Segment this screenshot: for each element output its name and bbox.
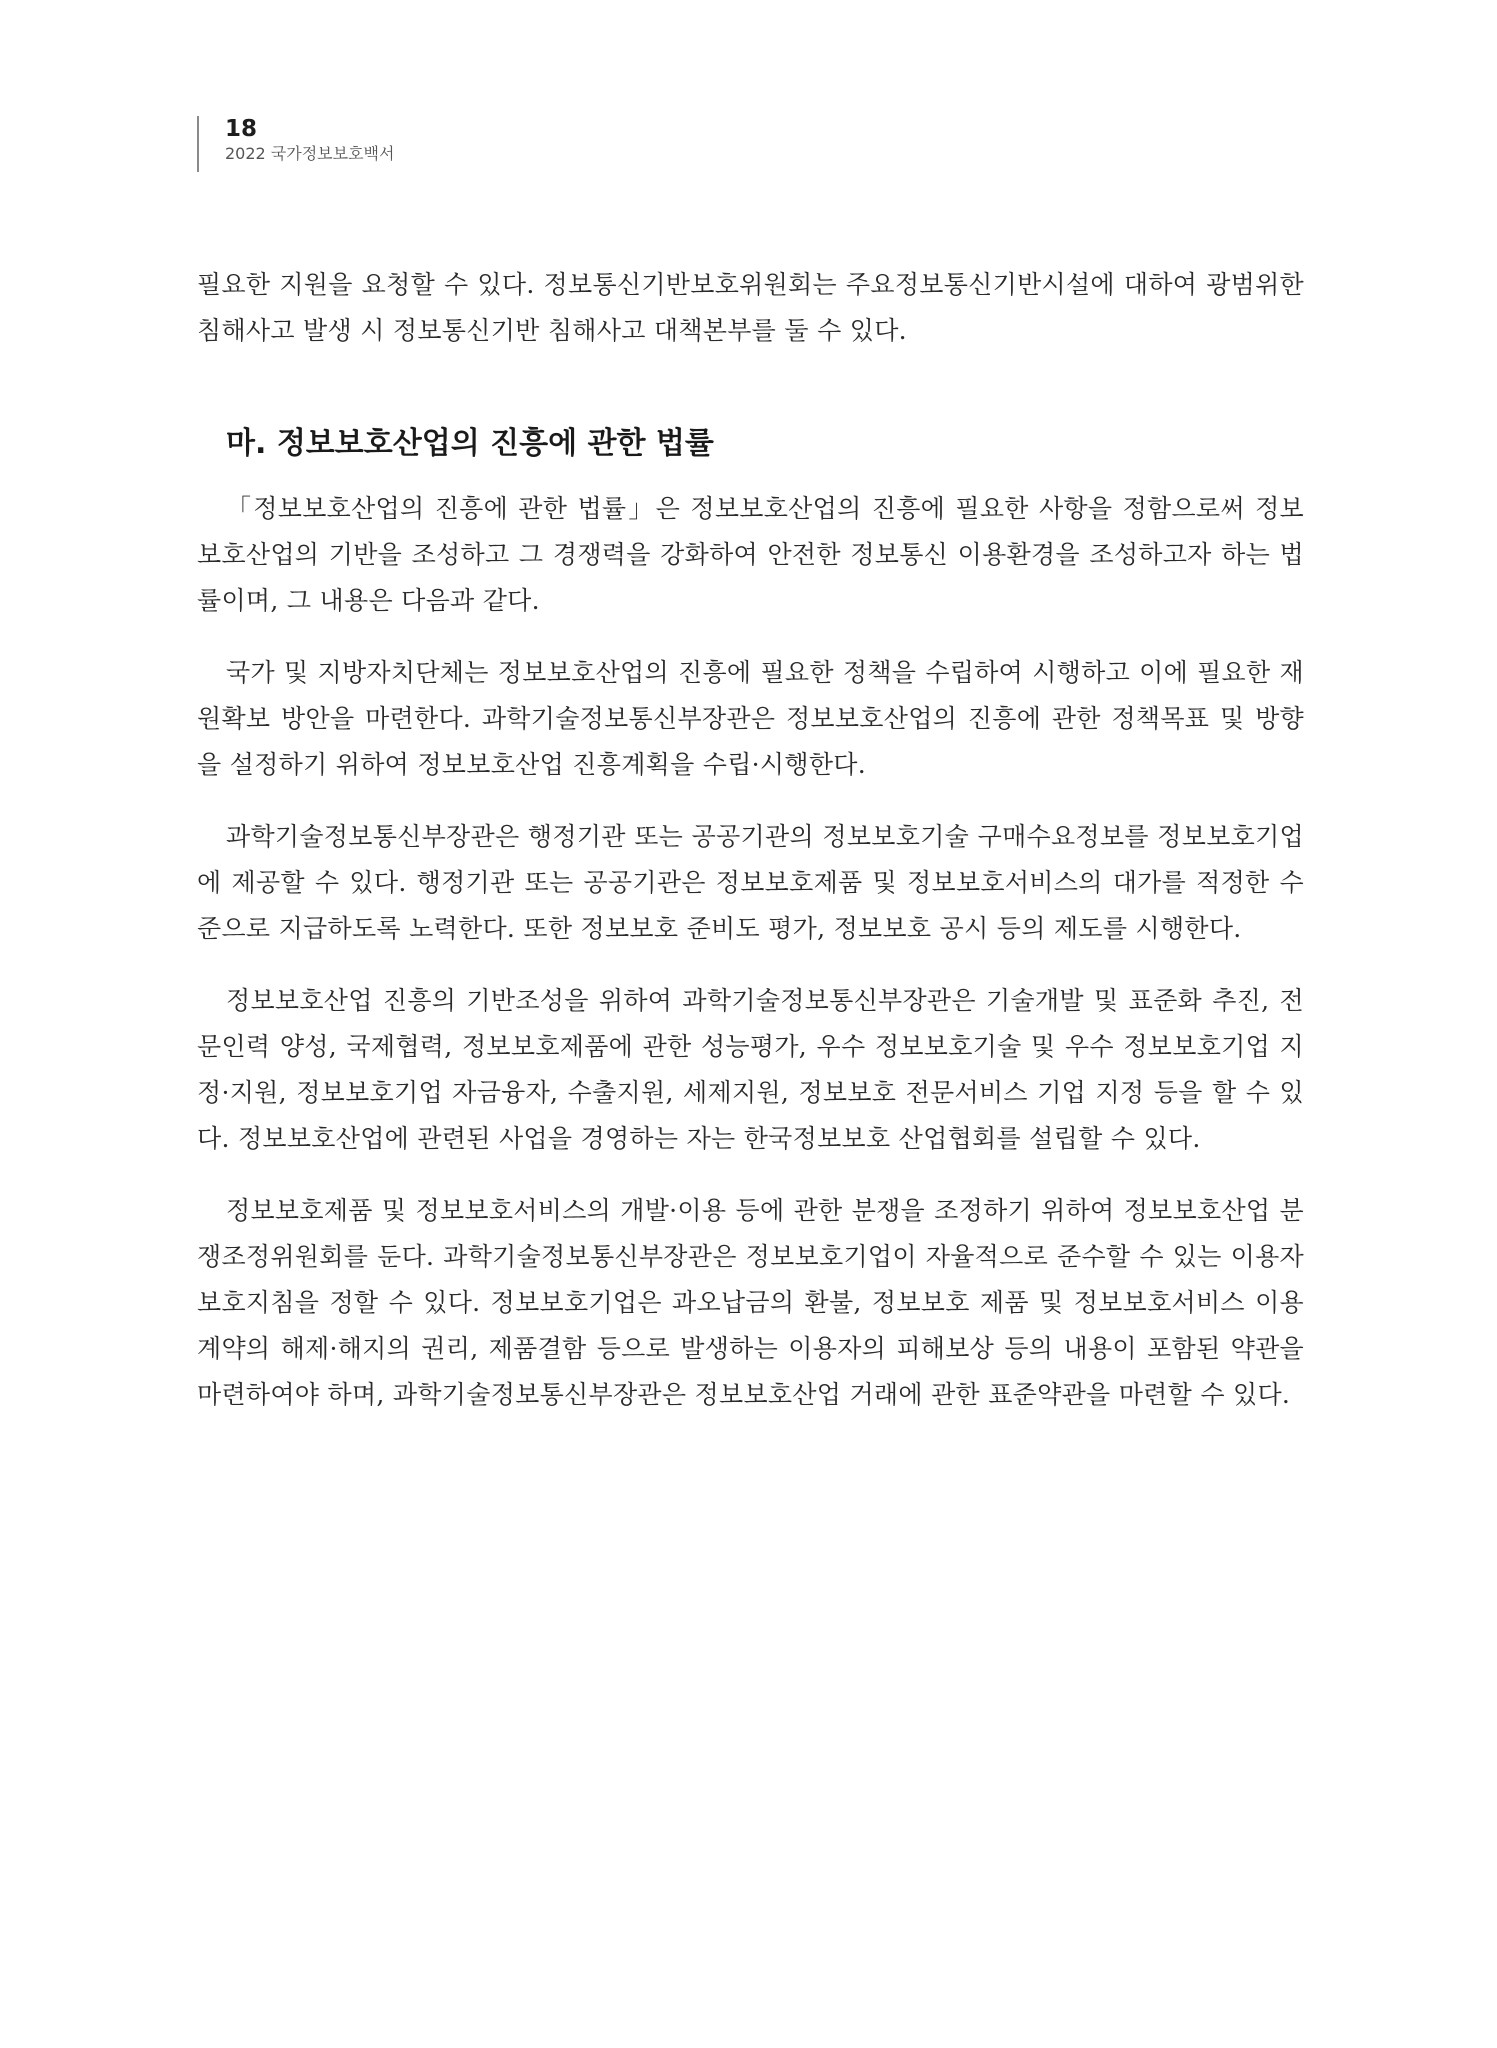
intro-paragraph: 필요한 지원을 요청할 수 있다. 정보통신기반보호위원회는 주요정보통신기반시설에 대하여 광범위한 침해사고 발생 시 정보통신기반 침해사고 대책본부를 둘 수 있다. [197, 270, 1304, 345]
page-number: 18 [225, 116, 258, 142]
body-paragraph: 과학기술정보통신부장관은 행정기관 또는 공공기관의 정보보호기술 구매수요정보를 정보보호기업에 제공할 수 있다. 행정기관 또는 공공기관은 정보보호제품 및 정보보호서비스의 대가를 적정한 수준으로 지급하도록 노력한다. 또한 정보보호 준비도 평가, 정보보호 공시 등의 제도를 시행한다. [197, 822, 1304, 943]
body-paragraph: 「정보보호산업의 진흥에 관한 법률」은 정보보호산업의 진흥에 필요한 사항을 정함으로써 정보보호산업의 기반을 조성하고 그 경쟁력을 강화하여 안전한 정보통신 이용환경을 조성하고자 하는 법률이며, 그 내용은 다음과 같다. [197, 494, 1304, 615]
book-title: 2022 국가정보보호백서 [225, 144, 395, 163]
section-heading: 마. 정보보호산업의 진흥에 관한 법률 [226, 426, 714, 461]
body-paragraph: 정보보호제품 및 정보보호서비스의 개발·이용 등에 관한 분쟁을 조정하기 위하여 정보보호산업 분쟁조정위원회를 둔다. 과학기술정보통신부장관은 정보보호기업이 자율적으로 준수할 수 있는 이용자보호지침을 정할 수 있다. 정보보호기업은 과오납금의 환불, 정보보호 제품 및 정보보호서비스 이용계약의 해제·해지의 권리, 제품결함 등으로 발생하는 이용자의 피해보상 등의 내용이 포함된 약관을 마련하여야 하며, 과학기술정보통신부장관은 정보보호산업 거래에 관한 표준약관을 마련할 수 있다. [197, 1196, 1304, 1409]
running-header [197, 116, 394, 172]
body-paragraph: 정보보호산업 진흥의 기반조성을 위하여 과학기술정보통신부장관은 기술개발 및 표준화 추진, 전문인력 양성, 국제협력, 정보보호제품에 관한 성능평가, 우수 정보보호기술 및 우수 정보보호기업 지정·지원, 정보보호기업 자금융자, 수출지원, 세제지원, 정보보호 전문서비스 기업 지정 등을 할 수 있다. 정보보호산업에 관련된 사업을 경영하는 자는 한국정보보호 산업협회를 설립할 수 있다. [197, 986, 1304, 1153]
body-paragraph: 국가 및 지방자치단체는 정보보호산업의 진흥에 필요한 정책을 수립하여 시행하고 이에 필요한 재원확보 방안을 마련한다. 과학기술정보통신부장관은 정보보호산업의 진흥에 관한 정책목표 및 방향을 설정하기 위하여 정보보호산업 진흥계획을 수립·시행한다. [197, 658, 1304, 779]
page-body [197, 262, 1304, 1418]
